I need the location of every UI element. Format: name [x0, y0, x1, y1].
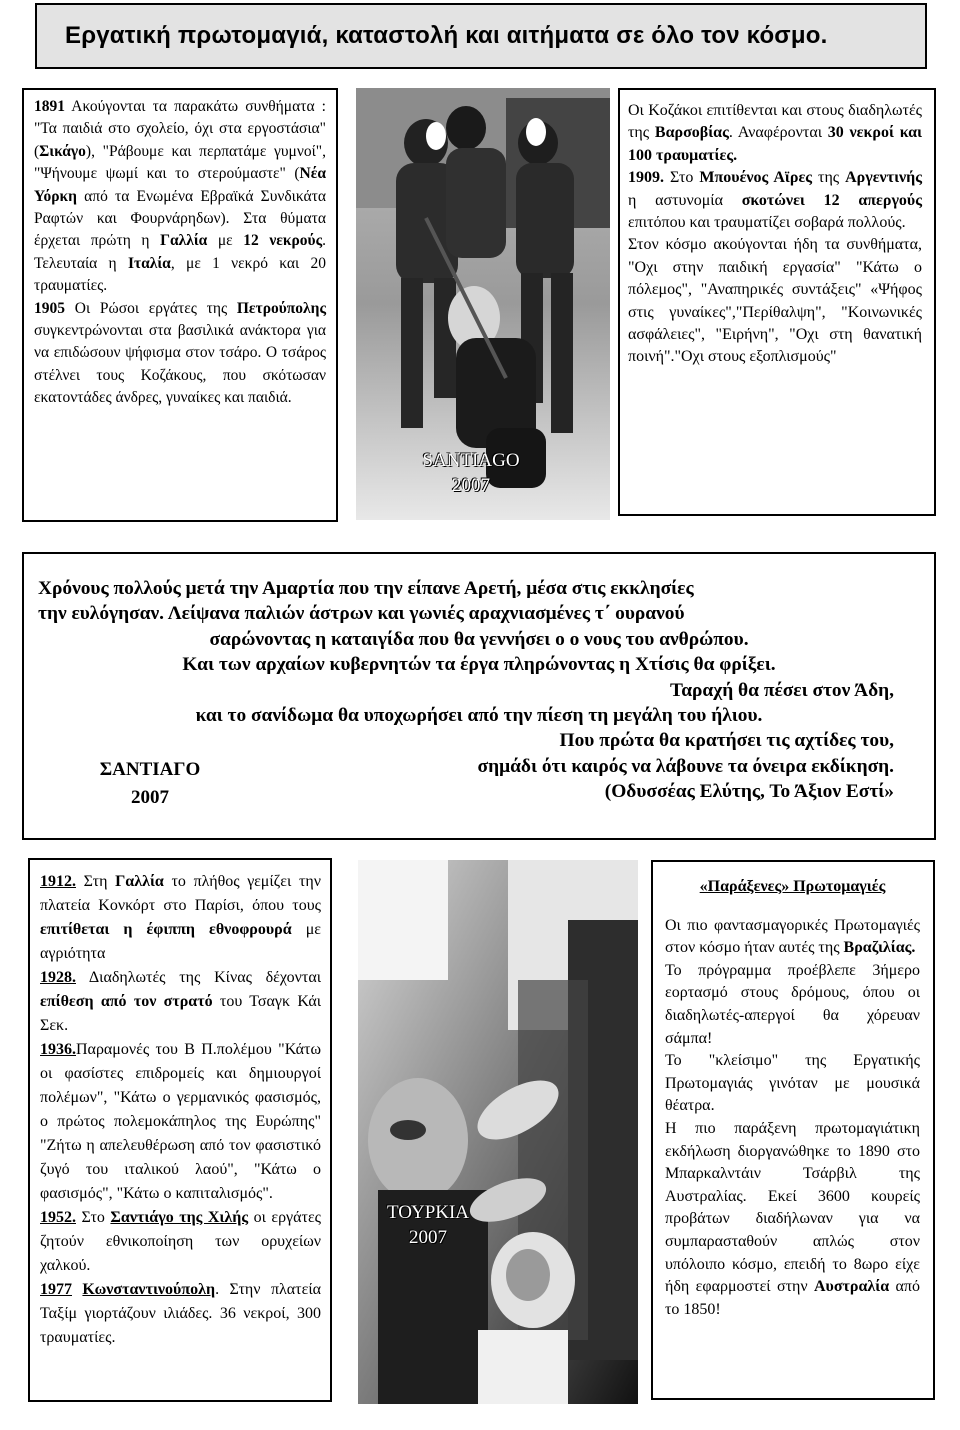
page-title: Εργατική πρωτομαγιά, καταστολή και αιτήματα σε όλο τον κόσμο.	[65, 22, 828, 49]
history-box-1912-1977	[28, 858, 332, 1402]
paragraph-1977: 1977 Κωνσταντινούπολη. Στην πλατεία Ταξίμ γιορτάζουν ιλιάδες. 36 νεκροί, 300 τραυματίες.	[40, 1281, 322, 1346]
poem-line: Που πρώτα θα κρατήσει τις αχτίδες του,	[559, 730, 894, 752]
poem-line: και το σανίδωμα θα υποχωρήσει από την πίεση τη μεγάλη του ήλιου.	[195, 705, 763, 727]
page-header	[35, 3, 927, 69]
paragraph-1909: 1909. Στο Μπουένος Αϊρες της Αργεντινής η αστυνομία σκοτώνει 12 απεργούς επιτόπου και τραυματίζει σοβαρά πολλούς.	[628, 169, 923, 232]
paragraph-warsaw: Οι Κοζάκοι επιτίθενται και στους διαδηλωτές της Βαρσοβίας. Αναφέρονται 30 νεκροί και 100 τραυματίες.	[628, 102, 922, 164]
paragraph-theatre: Το "κλείσιμο" της Εργατικής Πρωτομαγιάς γινόταν με μουσικά θέατρα.	[665, 1052, 920, 1115]
paragraph-program: Το πρόγραμμα προέβλεπε 3ήμερο εορτασμό στους δρόμους, όπου οι διαδηλωτές-απεργοί θα χόρευαν σάμπα!	[665, 961, 920, 1047]
paragraph-1928: 1928. Διαδηλωτές της Κίνας δέχονται επίθεση από τον στρατό του Τσαγκ Κάι Σεκ.	[40, 969, 322, 1034]
poem-line: την ευλόγησαν. Λείψανα παλιών άστρων και γωνιές αραχνιασμένες τ΄ ουρανού	[38, 603, 685, 625]
box-title: «Παράξενες» Πρωτομαγιές	[699, 878, 886, 895]
poem-line: σημάδι ότι καιρός να λάβουνε τα όνειρα εκδίκηση.	[477, 755, 894, 777]
year-1891: 1891	[34, 98, 65, 115]
year-1909: 1909.	[628, 169, 664, 187]
paragraph-1952: 1952. Στο Σαντιάγο της Χιλής οι εργάτες ζητούν εθνικοποίηση των ορυχείων χαλκού.	[40, 1209, 321, 1274]
history-box-1891-1905	[22, 88, 338, 522]
poem-line: σαρώνοντας η καταιγίδα που θα γεννήσει ο ο νους του ανθρώπου.	[209, 628, 749, 650]
photo-caption: SANTIAGO 2007	[422, 450, 520, 496]
poem-line: Χρόνους πολλούς μετά την Αμαρτία που την είπανε Αρετή, μέσα στις εκκλησίες	[38, 578, 694, 599]
paragraph-australia: Η πιο παράξενη πρωτομαγιάτικη εκδήλωση διοργανώθηκε το 1890 στο Μπαρκαλντάιν Τσάρβιλ της Αυστραλίας. Εκεί 3600 κουρείς προβάτων διαδήλωναν για να συμπαρασταθούν απλώς στον υπόλοιπο κόσμο, επειδή το 8ωρο είχε ήδη εφαρμοστεί στην Αυστραλία από το 1850!	[665, 1119, 920, 1318]
poem-side-caption: ΣΑΝΤΙΑΓΟ 2007	[99, 759, 201, 808]
photo-caption: ΤΟΥΡΚΙΑ 2007	[386, 1202, 470, 1248]
poem-line: Και των αρχαίων κυβερνητών τα έργα πληρώνοντας η Χτίσις θα φρίξει.	[182, 654, 776, 676]
poem-line: Ταραχή θα πέσει στον Άδη,	[670, 679, 894, 701]
paragraph-1936: 1936.Παραμονές του Β Π.πολέμου "Κάτω οι φασίστες επιδρομείς και δημιουργοί πολέμων", "Κάτω ο γερμανικός φασισμός, ο πρώτος πολεμοκάπηλος της Ευρώπης" "Ζήτω η απελευθέρωση από τον φασιστικό ζυγό του ιταλικού λαού", "Κάτω ο φασισμός", "Κάτω ο καπιταλισμός".	[40, 1041, 321, 1202]
turkey-protest-photo	[358, 860, 638, 1404]
paragraph-1912: 1912. Στη Γαλλία το πλήθος γεμίζει την πλατεία Κονκόρτ στο Παρίσι, όπου τους επιτίθεται η έφιππη εθνοφρουρά με αγριότητα	[40, 873, 321, 962]
strange-mayday-box	[651, 860, 935, 1400]
paragraph-brazil: Οι πιο φαντασμαγορικές Πρωτομαγιές στον κόσμο ήταν αυτές της Βραζιλίας.	[665, 916, 920, 957]
santiago-protest-photo	[356, 88, 610, 520]
paragraph-1891: 1891 Ακούγονται τα παρακάτω συνθήματα : "Τα παιδιά στο σχολείο, όχι στα εργοστάσια" (Σικάγο), "Ράβουμε και περπατάμε γυμνοί", "Ψήνουμε ψωμί και το στερούμαστε" (Νέα Υόρκη από τα Ενωμένα Εβραϊκά Συνδικάτα Ραφτών και Φουρνάρηδων). Στα θύματα έρχεται πρώτη η Γαλλία με 12 νεκρούς. Τελευταία η Ιταλία, με 1 νεκρό και 20 τραυματίες.	[34, 98, 326, 295]
paragraph-1905: 1905 Οι Ρώσοι εργάτες της Πετρούπολης συγκεντρώνονται στα βασιλικά ανάκτορα για να επιδώσουν ψήφισμα στον τσάρο. Ο τσάρος στέλνει τους Κοζάκους, που σκότωσαν εκατοντάδες άνδρες, γυναίκες και παιδιά.	[34, 299, 326, 407]
poem-attribution: (Οδυσσέας Ελύτης, Το Άξιον Εστί»	[604, 781, 894, 803]
paragraph-slogans: Στον κόσμο ακούγονται ήδη τα συνθήματα, "Οχι στην παιδική εργασία" "Κάτω ο πόλεμος", "Αναπηρικές συντάξεις" «Ψήφος στις γυναίκες","Περίθαλψη", "Κοινωνικές ασφάλειες", "Ειρήνη", "Οχι στη θανατική ποινή"."Οχι στους εξοπλισμούς"	[628, 236, 922, 366]
year-1905: 1905	[34, 299, 65, 317]
history-box-1909	[618, 88, 936, 516]
